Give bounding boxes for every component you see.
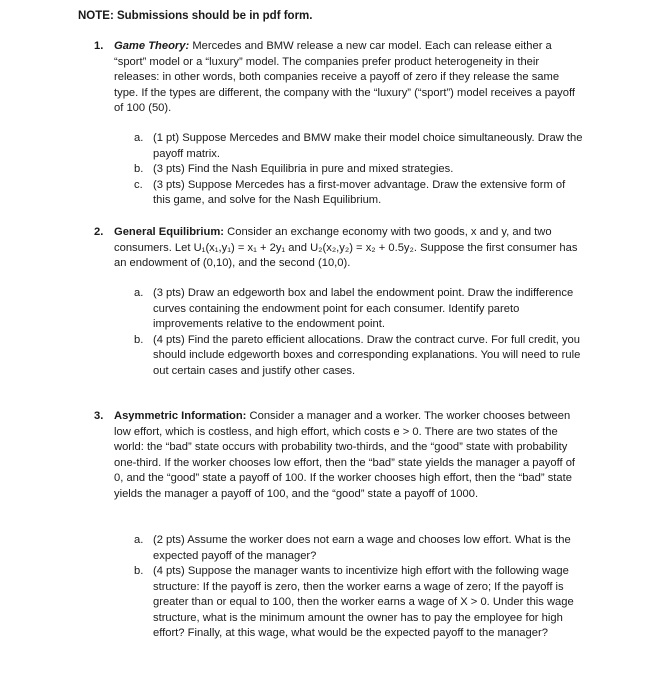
question-body: Consider a manager and a worker. The worker chooses between low effort, which is costless, and high effort, which costs e > 0. There are two states of the world: the “bad” state occurs with probability two-thirds, and the “good” state with probability one-third. If the worker chooses low effort, then the “bad” state yields the manager a payoff of 0, and the “good” state a payoff of 100. If the worker chooses high effort, then the “bad” state yields the manager a payoff of 100, and the “good” state a payoff of 1000.: [114, 410, 576, 500]
question-1: [94, 39, 584, 117]
part-label: b.: [134, 565, 144, 577]
part-label: a.: [134, 534, 144, 546]
question-body: Consider an exchange economy with two goods, x and y, and two consumers. Let: [114, 226, 552, 254]
list-item: [134, 286, 584, 333]
part-text: (3 pts) Draw an edgeworth box and label the endowment point. Draw the indifference curves containing the endowment point for each consumer. Identify pareto improvements relative to the endowment point.: [153, 287, 574, 330]
question-3: [94, 409, 584, 502]
question-body: . Suppose the first consumer has an endowment of (0,10), and the second (10,0).: [114, 241, 578, 269]
list-item: [134, 131, 584, 162]
utility-function-2: U₂(x₂,y₂) = x₂ + 0.5y₂: [310, 241, 414, 254]
question-number: 2.: [94, 226, 104, 238]
question-title: Game Theory:: [114, 40, 190, 52]
question-number: 3.: [94, 410, 104, 422]
question-3-parts: [134, 533, 584, 642]
question-text: [114, 225, 584, 272]
question-body: Mercedes and BMW release a new car model. Each can release either a “sport” model or a “luxury” model. The companies prefer product heterogeneity in their releases: in other words, both companies receive a payoff of zero if they release the same type. If the types are different, the company with the “luxury” (“sport”) model receives a payoff of 100 (50).: [114, 40, 575, 114]
part-label: b.: [134, 163, 144, 175]
list-item: [134, 162, 584, 178]
question-body: and: [285, 241, 311, 254]
question-title: General Equilibrium:: [114, 226, 225, 238]
utility-function-1: U₁(x₁,y₁) = x₁ + 2y₁: [193, 241, 286, 254]
list-item: [134, 564, 584, 642]
list-item: [134, 333, 584, 380]
part-label: a.: [134, 287, 144, 299]
question-number: 1.: [94, 40, 104, 52]
question-2-parts: [134, 286, 584, 379]
part-text: (4 pts) Find the pareto efficient allocations. Draw the contract curve. For full credit, you should include edgeworth boxes and corresponding explanations. You will need to rule out certain cases and justify other cases.: [153, 333, 581, 377]
part-text: (3 pts) Find the Nash Equilibria in pure and mixed strategies.: [153, 163, 454, 175]
question-text: [114, 409, 584, 502]
question-text: [114, 39, 584, 117]
part-label: b.: [134, 333, 144, 346]
part-text: (1 pt) Suppose Mercedes and BMW make their model choice simultaneously. Draw the payoff matrix.: [153, 132, 583, 160]
part-text: (4 pts) Suppose the manager wants to incentivize high effort with the following wage structure: If the payoff is zero, then the worker earns a wage of zero; If the payoff is greater than or equal to 100, then the worker earns a wage of X > 0. Under this wage structure, what is the minimum amount the owner has to pay the employee for high effort? Finally, at this wage, what would be the expected payoff to the manager?: [153, 565, 574, 639]
part-text: (3 pts) Suppose Mercedes has a first-mover advantage. Draw the extensive form of this game, and solve for the Nash Equilibrium.: [153, 178, 566, 206]
submission-note: NOTE: Submissions should be in pdf form.: [78, 10, 313, 22]
part-label: c.: [134, 178, 143, 191]
question-title: Asymmetric Information:: [114, 410, 247, 422]
part-text: (2 pts) Assume the worker does not earn a wage and chooses low effort. What is the expected payoff of the manager?: [153, 534, 571, 562]
list-item: [134, 533, 584, 564]
question-2: [94, 225, 584, 272]
list-item: [134, 178, 584, 209]
part-label: a.: [134, 132, 144, 144]
question-1-parts: [134, 131, 584, 209]
